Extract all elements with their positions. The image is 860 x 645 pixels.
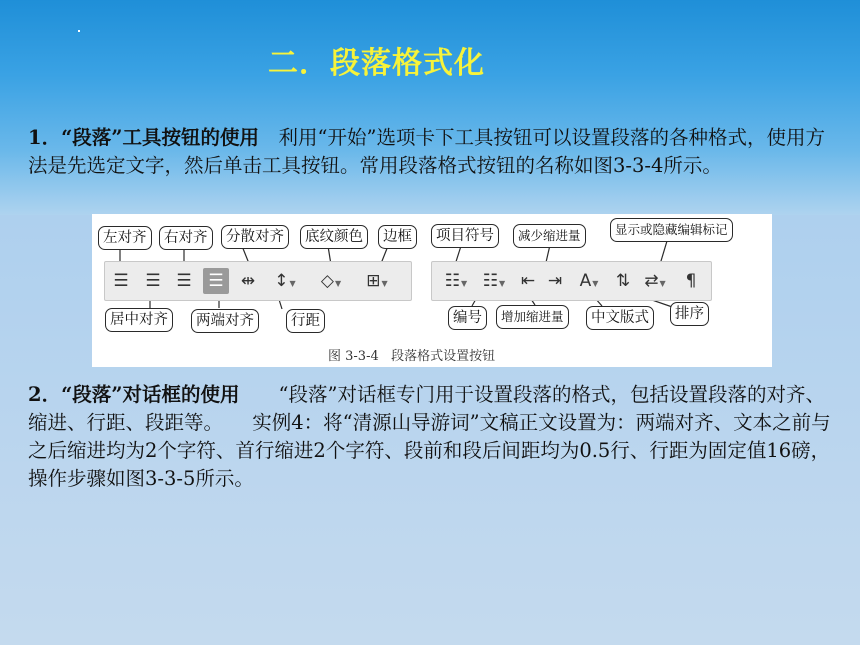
label-shading: 底纹颜色 — [300, 225, 368, 249]
slide-title: 二．段落格式化 — [268, 46, 485, 81]
paragraph-buttons-figure — [92, 214, 772, 367]
border-icon[interactable]: ⊞▼ — [366, 271, 388, 291]
label-increase-indent: 增加缩进量 — [496, 305, 569, 329]
asian-layout-icon[interactable]: A▼ — [579, 271, 599, 291]
label-right-align: 右对齐 — [159, 226, 213, 250]
bullets-icon[interactable]: ☷▼ — [444, 271, 468, 291]
label-bullets: 项目符号 — [431, 224, 499, 248]
line-spacing-icon[interactable]: ↕▼ — [274, 271, 296, 291]
label-line-spacing: 行距 — [286, 309, 325, 333]
label-decrease-indent: 减少缩进量 — [513, 224, 586, 248]
figure-caption: 图 3-3-4 段落格式设置按钮 — [328, 349, 496, 364]
section-1-paragraph — [28, 124, 843, 180]
label-center-align: 居中对齐 — [105, 308, 173, 332]
numbering-icon[interactable]: ☷▼ — [482, 271, 506, 291]
align-left-icon[interactable]: ☰ — [113, 271, 129, 291]
label-sort: 排序 — [670, 302, 709, 326]
decorative-dot — [78, 30, 80, 32]
label-asian-layout: 中文版式 — [586, 306, 654, 330]
decrease-indent-icon[interactable]: ⇤ — [520, 271, 536, 291]
section-1-heading: 1．“段落”工具按钮的使用 — [28, 126, 260, 149]
text-direction-icon[interactable]: ⇄▼ — [644, 271, 666, 291]
align-right-icon[interactable]: ☰ — [176, 271, 192, 291]
increase-indent-icon[interactable]: ⇥ — [547, 271, 563, 291]
label-left-align: 左对齐 — [98, 226, 152, 250]
align-center-icon[interactable]: ☰ — [145, 271, 161, 291]
paragraph-toolbar-left — [104, 261, 412, 301]
header-background — [0, 0, 860, 215]
label-distributed: 分散对齐 — [221, 225, 289, 249]
label-show-hide: 显示或隐藏编辑标记 — [610, 218, 733, 242]
label-border: 边框 — [378, 225, 417, 249]
justify-icon[interactable]: ☰ — [203, 268, 229, 294]
shading-color-icon[interactable]: ◇▼ — [320, 271, 342, 291]
paragraph-toolbar-right — [431, 261, 712, 301]
section-2-paragraph — [28, 381, 843, 493]
show-hide-marks-icon[interactable]: ¶ — [685, 271, 697, 291]
section-2-heading: 2．“段落”对话框的使用 — [28, 383, 240, 406]
label-numbering: 编号 — [448, 306, 487, 330]
label-justify: 两端对齐 — [191, 309, 259, 333]
sort-icon[interactable]: ⇅ — [615, 271, 631, 291]
distributed-align-icon[interactable]: ⇹ — [240, 271, 256, 291]
section-1-body: 利用“开始”选项卡下工具按钮可以设置段落的各种格式，使用方法是先选定文字，然后单击工具按钮。常用段落格式按钮的名称如图3-3-4所示。 — [28, 126, 825, 177]
section-2-body: “段落”对话框专门用于设置段落的格式，包括设置段落的对齐、缩进、行距、段距等。 实例4：将“清源山导游词”文稿正文设置为：两端对齐、文本之前与之后缩进均为2个字符、首行缩进2个字符、段前和段后间距均为0.5行、行距为固定值16磅，操作步骤如图3-3-5所示。 — [28, 383, 831, 490]
